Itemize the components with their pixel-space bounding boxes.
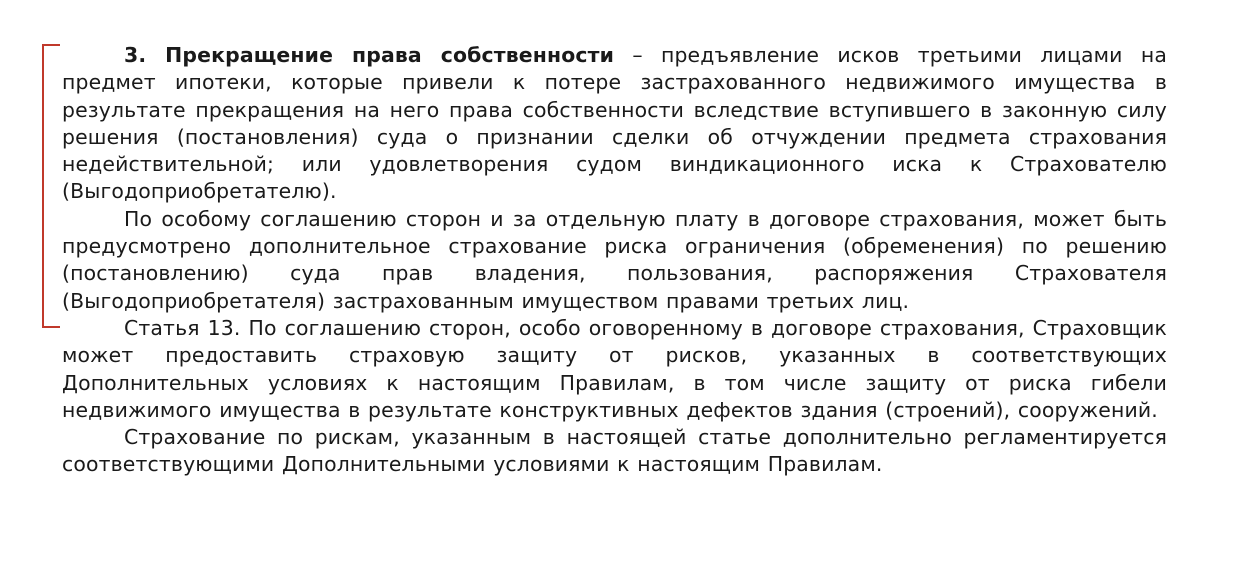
paragraph-text: – предъявление исков третьими лицами на предмет ипотеки, которые привели к потере застрахованного недвижимого имущества в результате прекращения на него права собственности вследствие вступившего в законную силу решения (постановления) суда о признании сделки об отчуждении предмета страхования недействительной; или удовлетворения судом виндикационного иска к Страхователю (Выгодоприобретателю). <box>62 43 1167 204</box>
paragraph-text: По особому соглашению сторон и за отдельную плату в договоре страхования, может быть предусмотрено дополнительное страхование риска ограничения (обременения) по решению (постановлению) суда прав владения, пользования, распоряжения Страхователя (Выгодоприобретателя) застрахованным имуществом правами третьих лиц. <box>62 206 1167 313</box>
paragraph-special-agreement <box>62 206 1167 315</box>
margin-bracket-annotation <box>42 44 64 328</box>
document-body <box>62 42 1167 479</box>
paragraph-article-13 <box>62 315 1167 424</box>
paragraph-additional-regulation <box>62 424 1167 479</box>
paragraph-text: Статья 13. По соглашению сторон, особо оговоренному в договоре страхования, Страховщик может предоставить страховую защиту от рисков, указанных в соответствующих Дополнительных условиях к настоящим Правилам, в том числе защиту от риска гибели недвижимого имущества в результате конструктивных дефектов здания (строений), сооружений. <box>62 315 1167 422</box>
section-heading: 3. Прекращение права собственности <box>124 43 615 67</box>
paragraph-termination-of-ownership <box>62 42 1167 206</box>
paragraph-text: Страхование по рискам, указанным в настоящей статье дополнительно регламентируется соответствующими Дополнительными условиями к настоящим Правилам. <box>62 425 1167 477</box>
